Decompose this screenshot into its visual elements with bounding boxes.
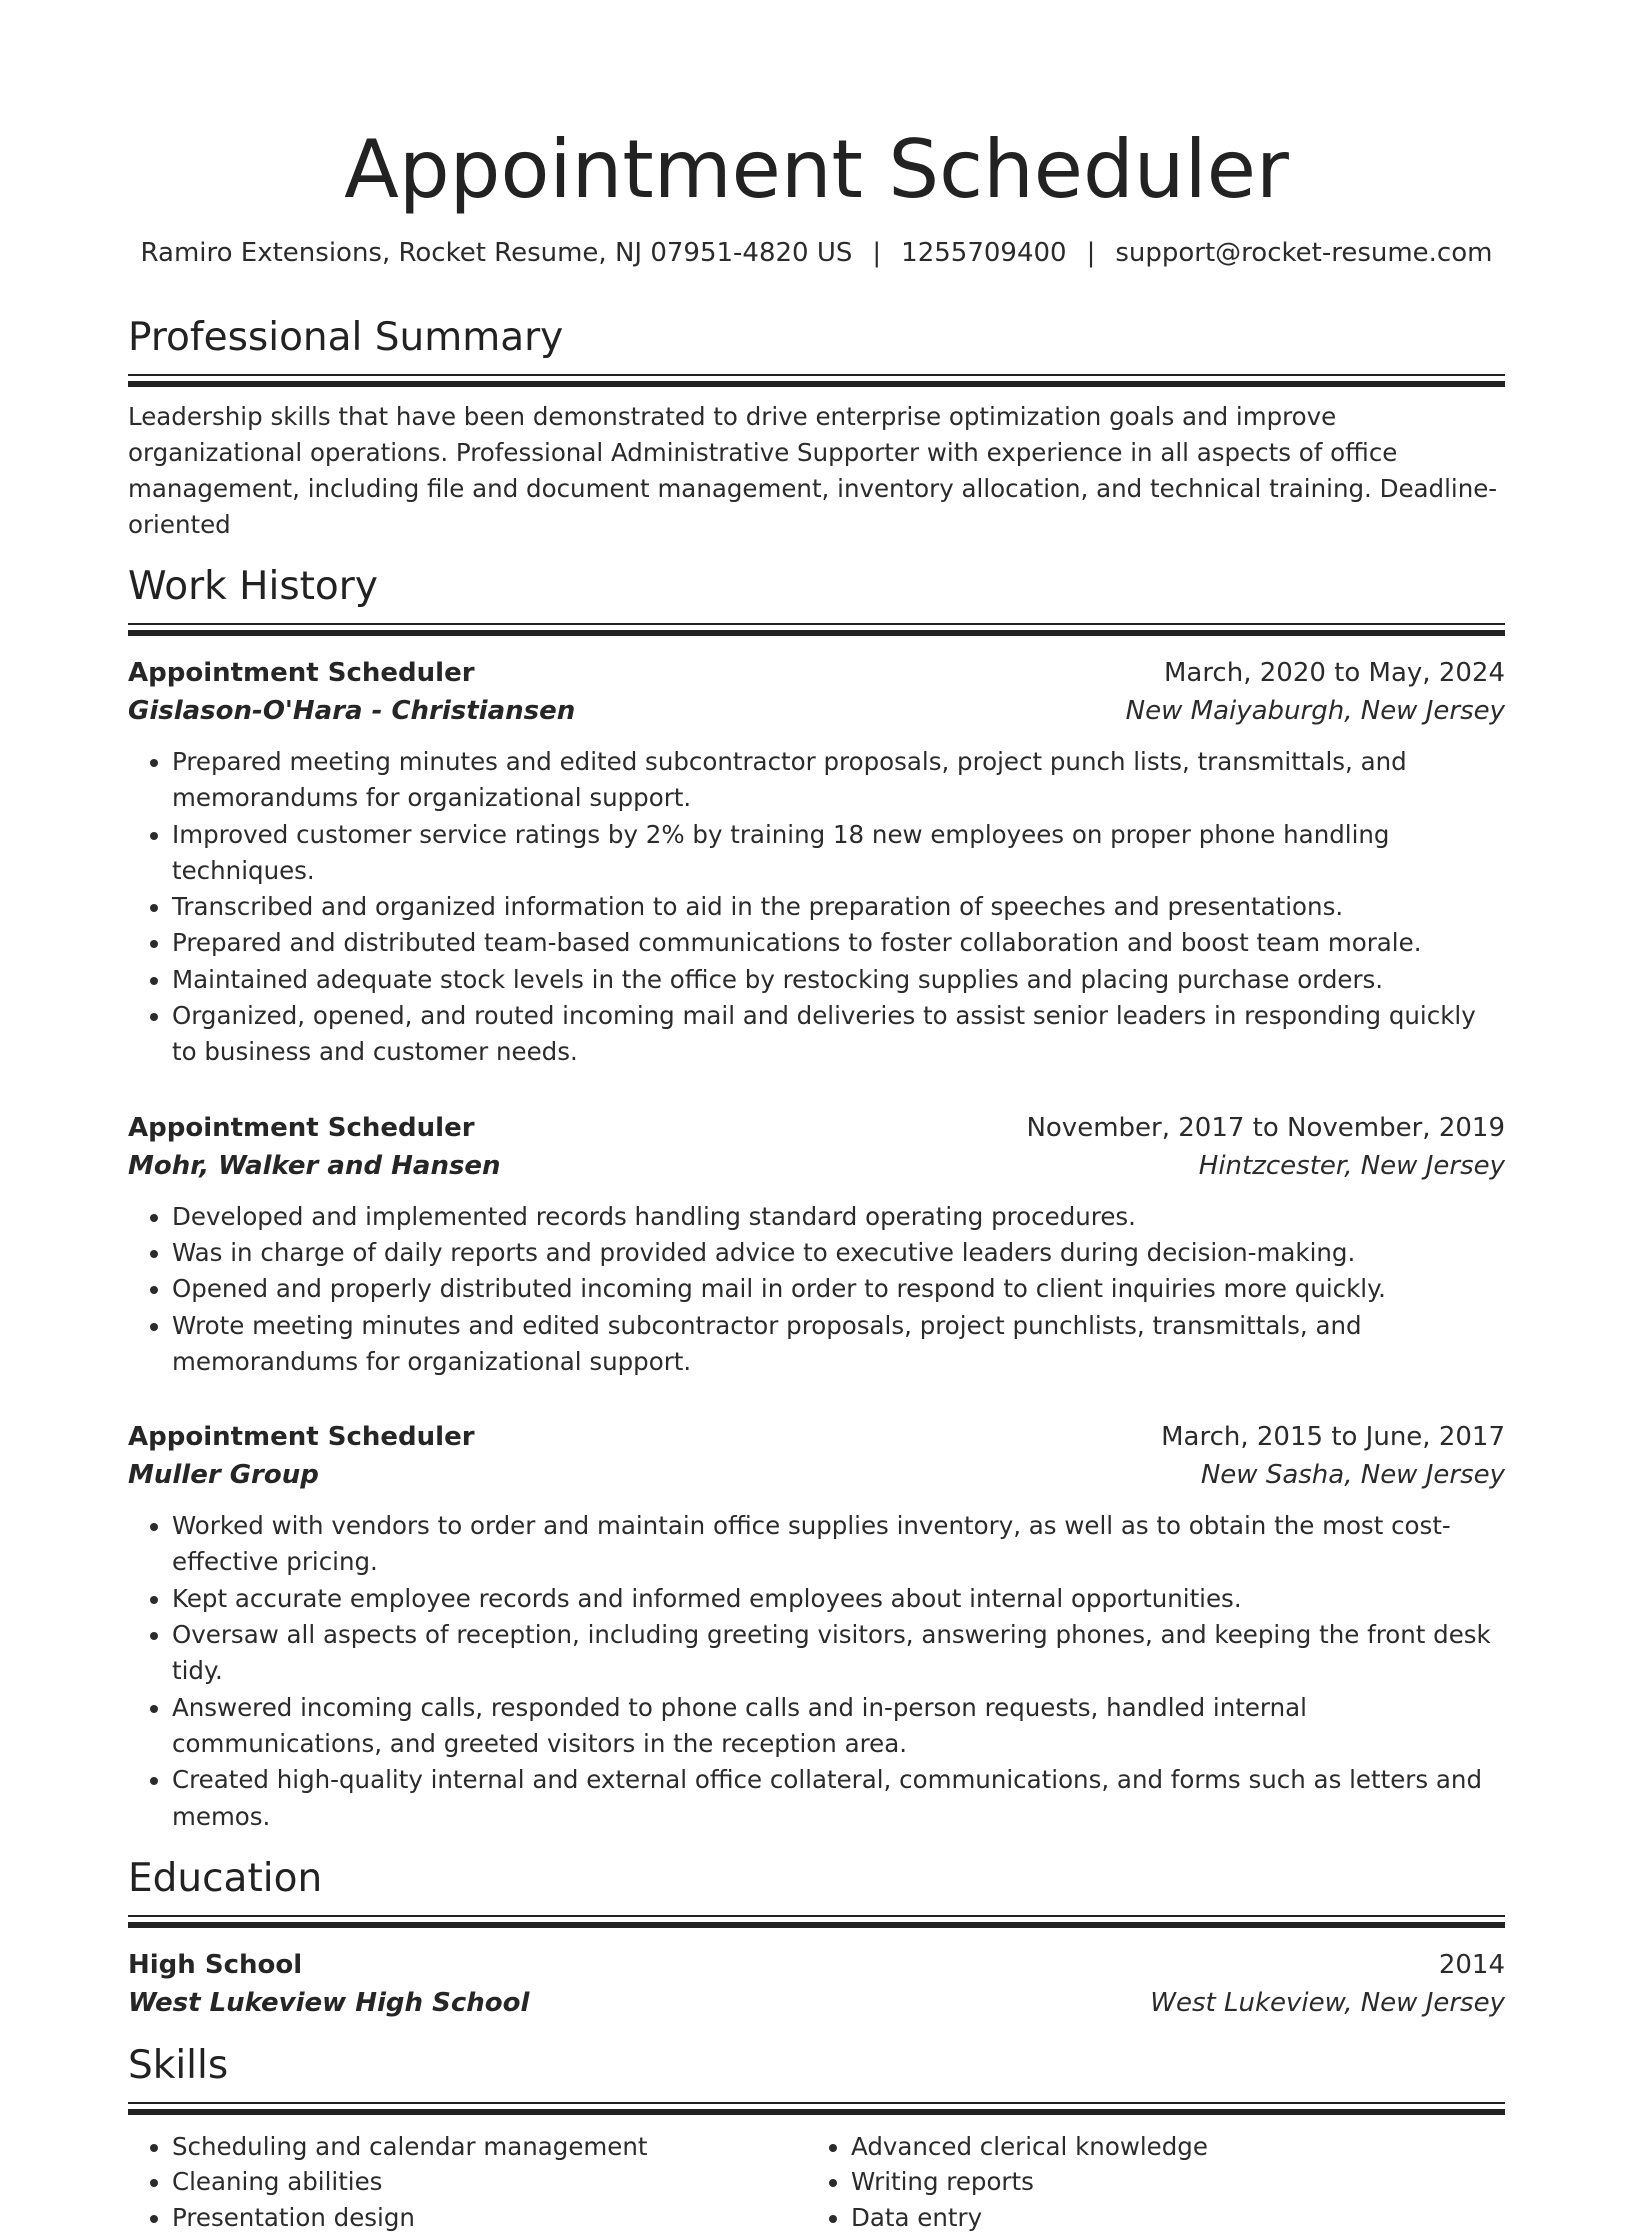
bullet-item: • Answered incoming calls, responded to phone calls and in-person requests, handled internal communications, and greeted visitors in the reception area. xyxy=(172,1690,1505,1763)
section-rule xyxy=(128,2102,1505,2115)
company-name: Mohr, Walker and Hansen xyxy=(128,1150,501,1181)
bullet-item: • Kept accurate employee records and informed employees about internal opportunities. xyxy=(172,1581,1505,1617)
resume-page xyxy=(128,0,1505,2235)
bullet-item: • Wrote meeting minutes and edited subcontractor proposals, project punchlists, transmittals, and memorandums for organizational support. xyxy=(172,1308,1505,1381)
email-link[interactable]: support@rocket-resume.com xyxy=(1115,238,1493,268)
job-entry xyxy=(128,654,1505,1071)
work-history-heading: Work History xyxy=(128,564,378,609)
job-entry xyxy=(128,1418,1505,1835)
bullet-item: • Maintained adequate stock levels in the office by restocking supplies and placing purchase orders. xyxy=(172,962,1505,998)
skill-item: • Advanced clerical knowledge xyxy=(851,2129,1486,2165)
skill-item: • Cleaning abilities xyxy=(172,2164,807,2200)
bullet-item: • Transcribed and organized information to aid in the preparation of speeches and presentations. xyxy=(172,889,1505,925)
school-location: West Lukeview, New Jersey xyxy=(1150,1987,1505,2018)
skills-section xyxy=(128,2042,1505,2235)
job-bullets xyxy=(128,1199,1505,1380)
contact-line xyxy=(128,236,1505,270)
bullet-item: • Opened and properly distributed incoming mail in order to respond to client inquiries more quickly. xyxy=(172,1271,1505,1307)
skills-columns xyxy=(128,2129,1505,2235)
bullet-item: • Was in charge of daily reports and provided advice to executive leaders during decision-making. xyxy=(172,1235,1505,1271)
bullet-item: • Improved customer service ratings by 2% by training 18 new employees on proper phone handling techniques. xyxy=(172,817,1505,890)
education-section xyxy=(128,1855,1505,2022)
address-text: Ramiro Extensions, Rocket Resume, NJ 07951-4820 US xyxy=(140,238,853,268)
section-rule xyxy=(128,374,1505,387)
job-dates: March, 2020 to May, 2024 xyxy=(1163,658,1505,688)
bullet-item: • Created high-quality internal and external office collateral, communications, and forms such as letters and memos. xyxy=(172,1762,1505,1835)
bullet-item: • Prepared and distributed team-based communications to foster collaboration and boost team morale. xyxy=(172,925,1505,961)
company-name: Gislason-O'Hara - Christiansen xyxy=(128,696,576,726)
skill-item: • Presentation design xyxy=(172,2200,807,2235)
summary-section xyxy=(128,314,1505,543)
bullet-item: • Developed and implemented records handling standard operating procedures. xyxy=(172,1199,1505,1235)
section-rule xyxy=(128,623,1505,636)
job-bullets xyxy=(128,1508,1505,1835)
separator: | xyxy=(872,238,882,268)
degree: High School xyxy=(128,1949,303,1980)
company-name: Muller Group xyxy=(128,1460,319,1491)
summary-text: Leadership skills that have been demonstrated to drive enterprise optimization goals and improve organizational operations. Professional Administrative Supporter with experience in all aspects of office management, including file and document management, inventory allocation, and technical training. Deadline-oriented xyxy=(128,402,1498,539)
skill-item: • Writing reports xyxy=(851,2164,1486,2200)
skills-right-column xyxy=(807,2129,1486,2235)
separator: | xyxy=(1086,238,1096,268)
graduation-year: 2014 xyxy=(1438,1949,1505,1980)
section-rule xyxy=(128,1915,1505,1928)
skills-heading: Skills xyxy=(128,2042,229,2088)
work-history-section xyxy=(128,563,1505,1835)
job-bullets xyxy=(128,744,1505,1071)
skill-item: • Scheduling and calendar management xyxy=(172,2129,807,2165)
job-dates: November, 2017 to November, 2019 xyxy=(1026,1112,1505,1143)
summary-heading: Professional Summary xyxy=(128,315,564,360)
job-entry xyxy=(128,1109,1505,1380)
job-title: Appointment Scheduler xyxy=(128,1422,475,1453)
job-location: Hintzcester, New Jersey xyxy=(1198,1150,1505,1181)
job-dates: March, 2015 to June, 2017 xyxy=(1161,1422,1505,1453)
skill-item: • Data entry xyxy=(851,2200,1486,2235)
school-name: West Lukeview High School xyxy=(128,1987,530,2018)
bullet-item: • Worked with vendors to order and maintain office supplies inventory, as well as to obtain the most cost-effective pricing. xyxy=(172,1508,1505,1581)
job-title: Appointment Scheduler xyxy=(128,658,475,688)
bullet-item: • Oversaw all aspects of reception, including greeting visitors, answering phones, and keeping the front desk tidy. xyxy=(172,1617,1505,1690)
job-location: New Sasha, New Jersey xyxy=(1200,1460,1505,1491)
phone-text: 1255709400 xyxy=(901,238,1067,268)
job-location: New Maiyaburgh, New Jersey xyxy=(1125,696,1505,726)
skills-left-column xyxy=(128,2129,807,2235)
candidate-name: Appointment Scheduler xyxy=(344,123,1289,216)
job-title: Appointment Scheduler xyxy=(128,1112,475,1143)
bullet-item: • Organized, opened, and routed incoming mail and deliveries to assist senior leaders in responding quickly to business and customer needs. xyxy=(172,998,1505,1071)
bullet-item: • Prepared meeting minutes and edited subcontractor proposals, project punch lists, transmittals, and memorandums for organizational support. xyxy=(172,744,1505,817)
education-heading: Education xyxy=(128,1855,323,1901)
